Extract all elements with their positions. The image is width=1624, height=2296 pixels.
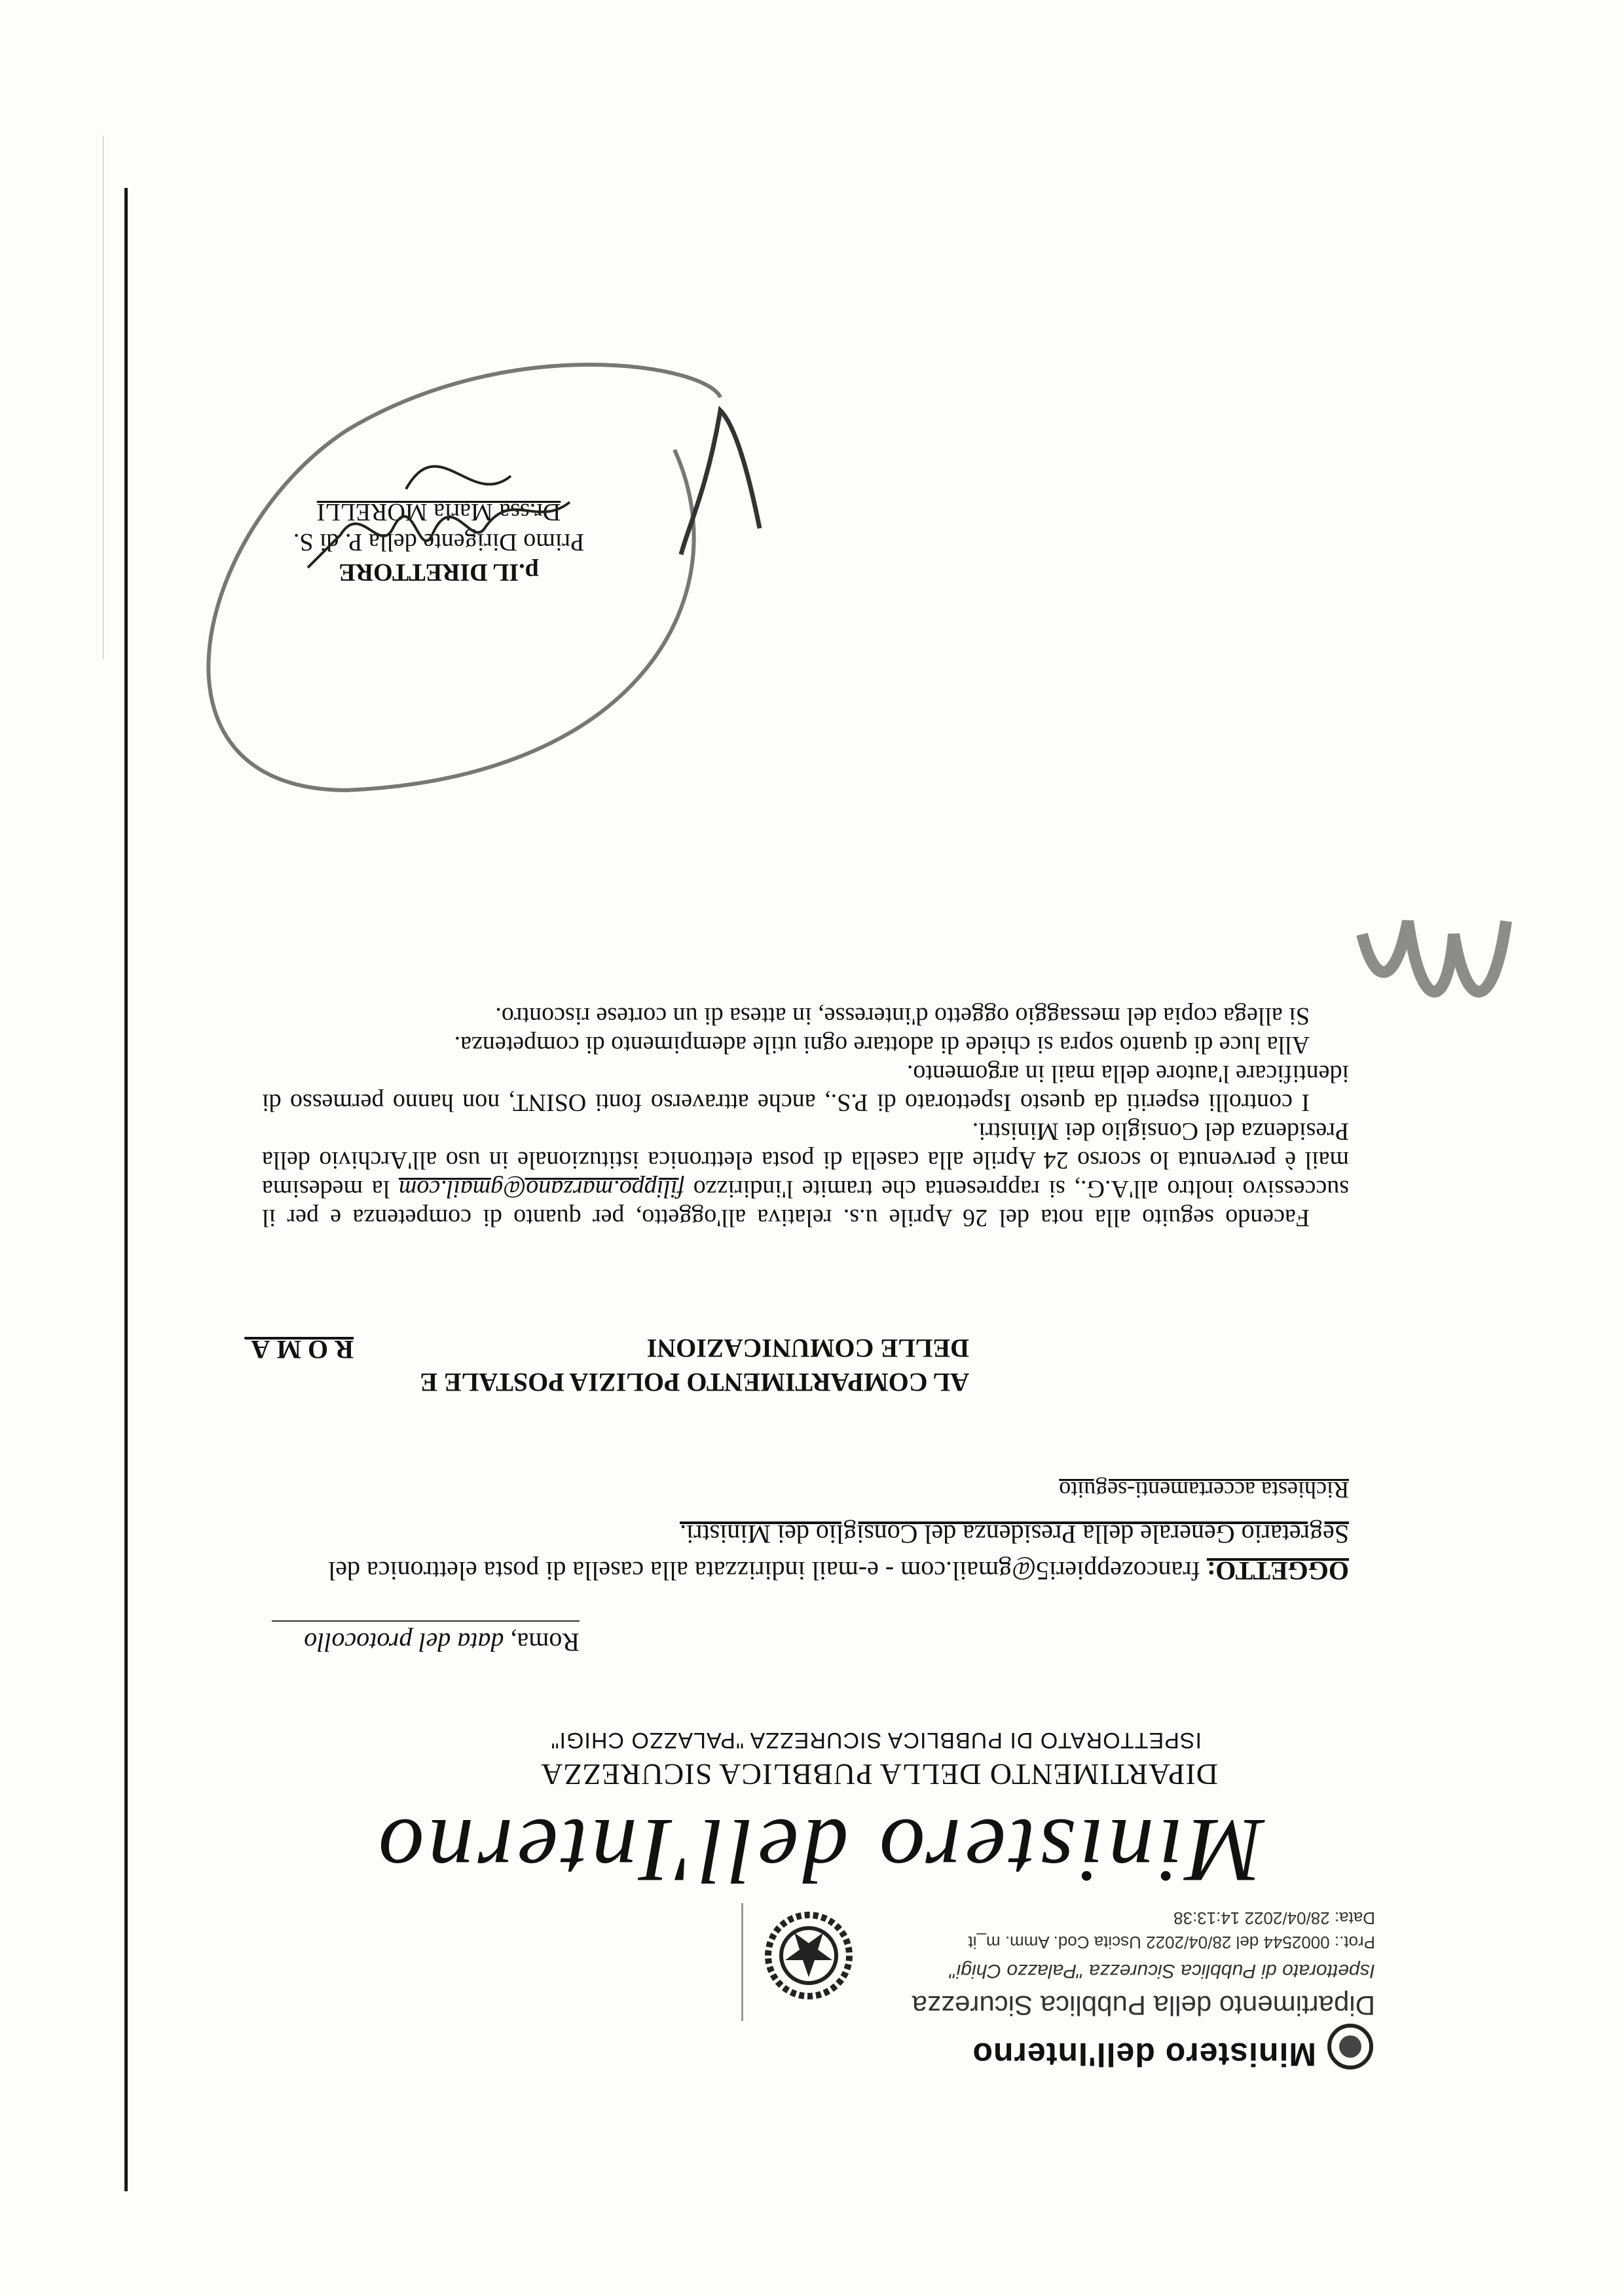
body-paragraph-1-start: Facendo seguito alla nota del 26 Aprile u.s. relativa all'oggetto, per quanto di competenza e per il successivo inoltro all'A.G., si rappresenta che tramite l'indirizzo (262, 1175, 1349, 1231)
handwritten-initials (1362, 921, 1506, 992)
body-paragraph-3: Alla luce di quanto sopra si chiede di adottare ogni utile adempimento di competenza. (454, 1031, 1310, 1059)
stamp-protocol-number: Prot.: 0002544 del 28/04/2022 Uscita Cod. Amm. m_it (968, 1933, 1375, 1952)
signature-name: Dr.ssa Maria MORELLI (316, 498, 561, 526)
date-value: data del protocollo (304, 1628, 504, 1657)
recipient-block (420, 1331, 969, 1399)
subject-block (262, 1516, 1349, 1589)
recipient-line-2: DELLE COMUNICAZIONI (646, 1334, 969, 1363)
signature-role: Primo Dirigente della P. di S. (293, 528, 585, 556)
body-paragraph-1 (262, 1117, 1349, 1232)
subject-line-1: francozeppieri5@gmail.com - e-mail indirizzata alla casella di posta elettronica del (328, 1556, 1207, 1586)
letterhead-inspectorate: ISPETTORATO DI PUBBLICA SICUREZZA "PALAZZO CHIGI" (550, 1728, 1202, 1753)
ministry-logo-icon (1327, 2024, 1373, 2069)
subject-line-2: Segretario Generale della Presidenza del Consiglio dei Ministri. (680, 1520, 1349, 1549)
date-place: Roma, (504, 1628, 580, 1657)
scan-margin-line (124, 188, 128, 2191)
stamp-inspectorate: Ispettorato di Pubblica Sicurezza "Palazzo Chigi" (950, 1960, 1375, 1982)
letter-body (262, 1002, 1349, 1232)
italian-republic-emblem-icon (760, 1906, 858, 2005)
recipient-line-1: AL COMPARTIMENTO POLIZIA POSTALE E (420, 1368, 969, 1397)
stamp-title: Ministero dell'Interno (972, 2036, 1316, 2073)
request-line: Richiesta accertamenti-seguito (1059, 1477, 1349, 1503)
signature-block (288, 497, 589, 587)
signature-title: p.IL DIRETTORE (339, 558, 539, 586)
stamp-department: Dipartimento della Pubblica Sicurezza (912, 1990, 1375, 2021)
stamp-date-time: Data: 28/04/2022 14:13:38 (1173, 1908, 1375, 1928)
recipient-city: ROMA (244, 1335, 354, 1364)
subject-label: OGGETTO: (1206, 1556, 1349, 1586)
handwritten-check-mark (681, 410, 760, 555)
date-line (304, 1627, 580, 1658)
body-paragraph-1-end: la medesima mail è pervenuta lo scorso 24 Aprile alla casella di posta elettronica istituzionale in uso all'Archivio della Presidenza del Consiglio dei Ministri. (262, 1118, 1349, 1203)
body-paragraph-4: Si allega copia del messaggio oggetto d'interesse, in attesa di un cortese riscontro. (495, 1002, 1310, 1030)
sender-email: filippo.marzano@gmail.com (398, 1175, 684, 1203)
body-paragraph-2: I controlli esperiti da questo Ispettorato di P.S., anche attraverso fonti OSINT, non hanno permesso di identificare l'autore della mail in argomento. (262, 1060, 1349, 1116)
stamp-divider (741, 1903, 743, 2021)
ministry-script-heading: Ministero dell'Interno (374, 1800, 1264, 1901)
letterhead-department: DIPARTIMENTO DELLA PUBBLICA SICUREZZA (540, 1758, 1218, 1791)
date-rule (272, 1620, 580, 1622)
